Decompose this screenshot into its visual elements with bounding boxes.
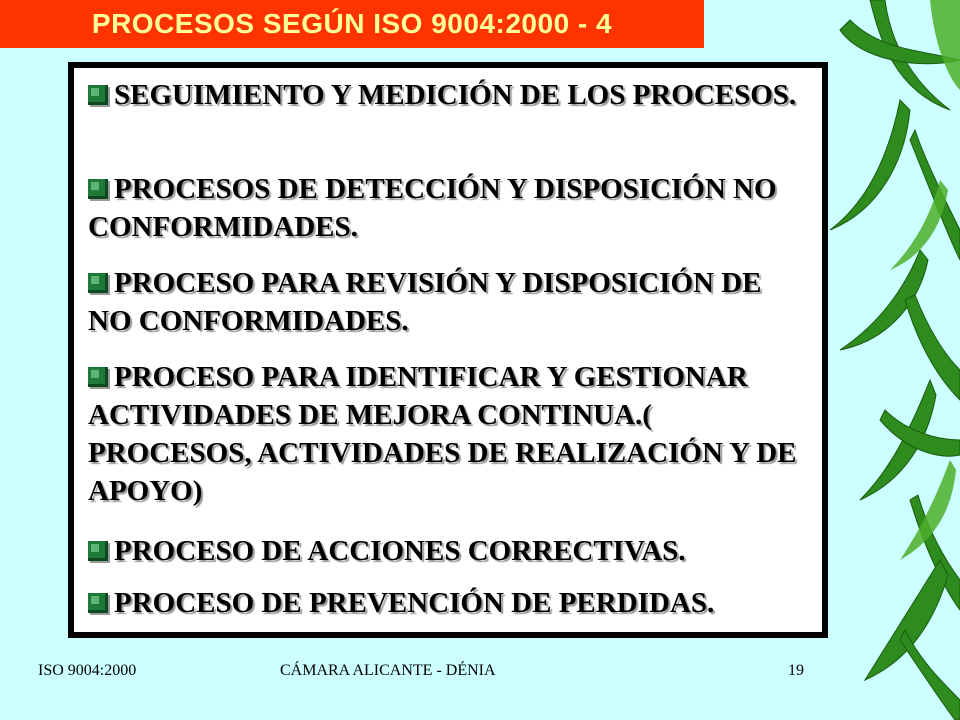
bullet-item: PROCESO PARA REVISIÓN Y DISPOSICIÓN DE NO CONFORMIDADES. — [88, 267, 762, 337]
square-bullet-icon — [88, 593, 108, 613]
square-bullet-icon — [88, 541, 108, 561]
bamboo-decoration — [810, 0, 960, 720]
square-bullet-icon — [88, 367, 108, 387]
square-bullet-icon — [88, 179, 108, 199]
bullet-item: PROCESO PARA IDENTIFICAR Y GESTIONAR ACTIVIDADES DE MEJORA CONTINUA.( PROCESOS, ACTIVIDADES DE REALIZACIÓN Y DE APOYO) — [88, 361, 797, 507]
footer-left: ISO 9004:2000 — [38, 662, 137, 679]
bullet-item: PROCESO DE PREVENCIÓN DE PERDIDAS. — [88, 584, 804, 622]
title-bar — [0, 0, 704, 48]
bullet-item: SEGUIMIENTO Y MEDICIÓN DE LOS PROCESOS. — [88, 76, 804, 114]
content-panel — [68, 62, 828, 638]
bullet-item: PROCESOS DE DETECCIÓN Y DISPOSICIÓN NO CONFORMIDADES. — [88, 173, 777, 243]
bullet-item: PROCESO DE ACCIONES CORRECTIVAS. — [88, 532, 804, 570]
footer-center: CÁMARA ALICANTE - DÉNIA — [280, 662, 496, 679]
square-bullet-icon — [88, 273, 108, 293]
square-bullet-icon — [88, 85, 108, 105]
page-number: 19 — [788, 662, 804, 679]
slide-title: PROCESOS SEGÚN ISO 9004:2000 - 4 — [91, 8, 613, 39]
